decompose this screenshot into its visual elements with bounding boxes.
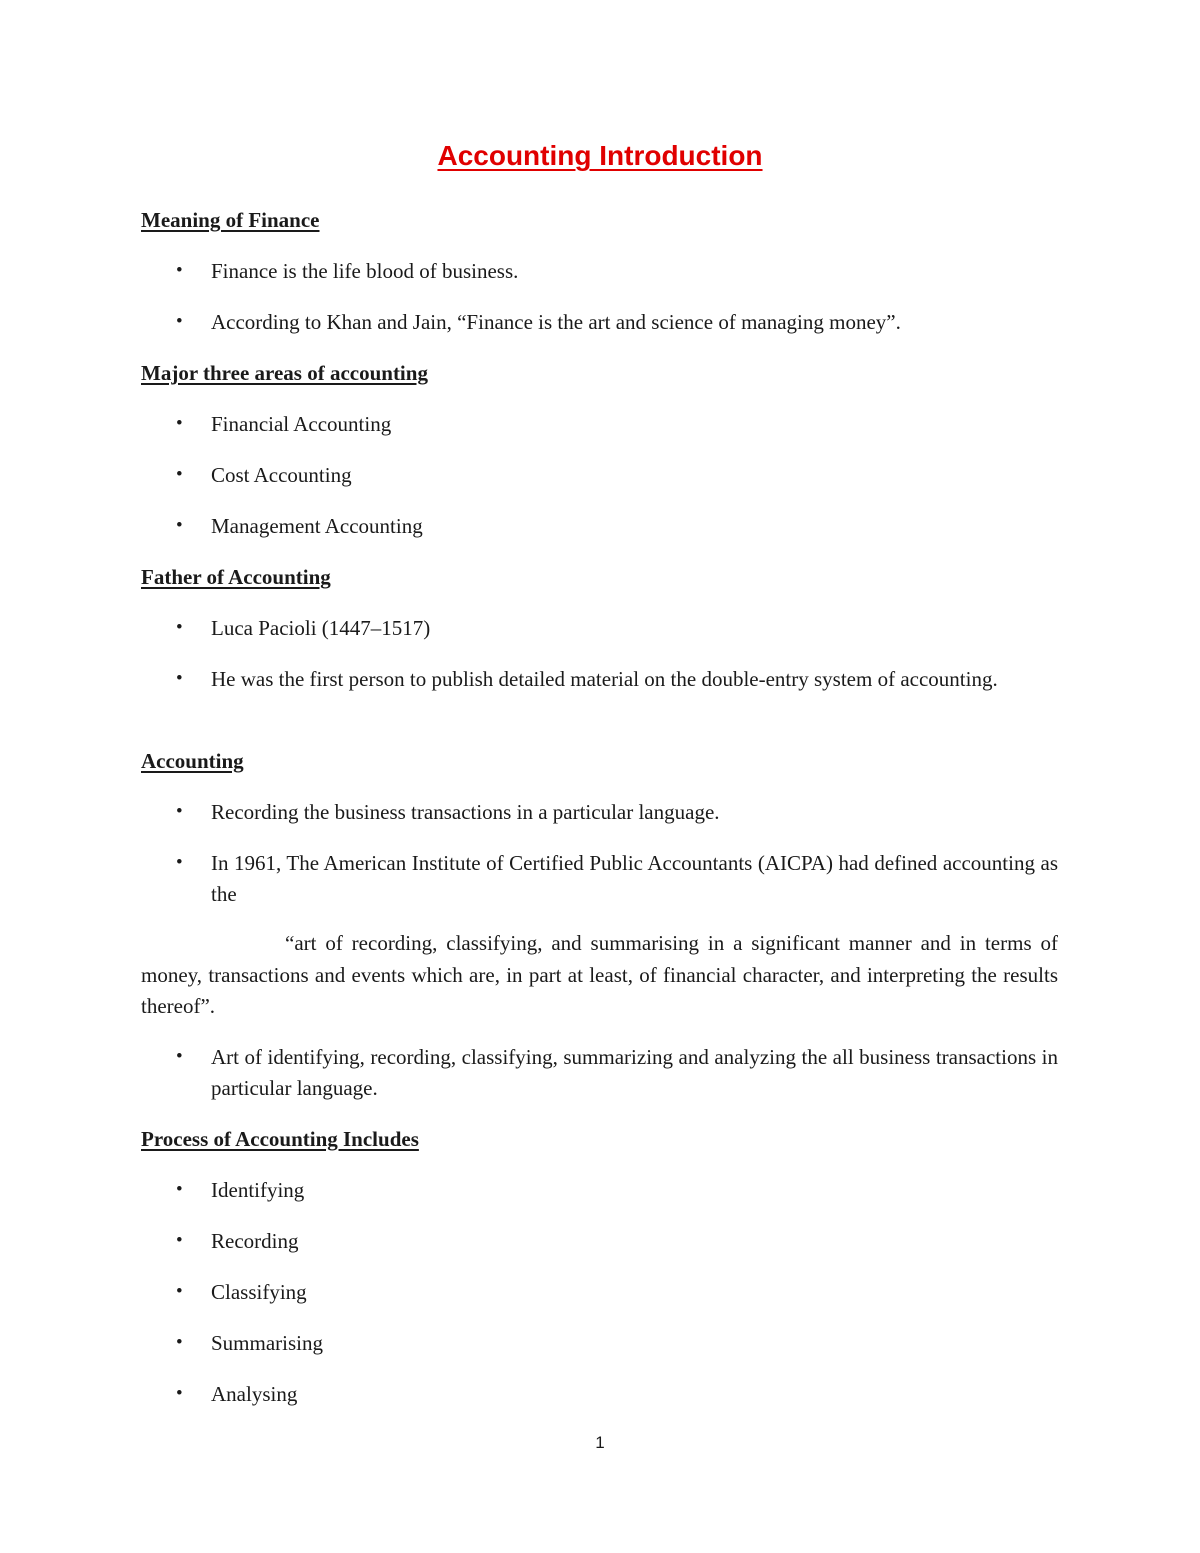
list-item-process-5: Analysing (211, 1382, 298, 1406)
list-item-father-2: He was the first person to publish detailed material on the double-entry system of accounting. (211, 667, 998, 691)
bullet-icon: • (176, 617, 183, 638)
bullet-icon: • (176, 1179, 183, 1200)
bullet-icon: • (176, 1046, 183, 1067)
section-heading-process: Process of Accounting Includes (141, 1127, 419, 1151)
list-item-accounting-1: Recording the business transactions in a particular language. (211, 800, 720, 824)
bullet-icon: • (176, 852, 183, 873)
list-item-finance-2: According to Khan and Jain, “Finance is the art and science of managing money”. (211, 310, 901, 334)
section-heading-areas: Major three areas of accounting (141, 361, 428, 385)
list-item-areas-1: Financial Accounting (211, 412, 392, 436)
bullet-icon: • (176, 1281, 183, 1302)
bullet-icon: • (176, 515, 183, 536)
bullet-icon: • (176, 668, 183, 689)
list-item-finance-1: Finance is the life blood of business. (211, 259, 519, 283)
section-heading-finance: Meaning of Finance (141, 208, 320, 232)
bullet-icon: • (176, 311, 183, 332)
list-item-process-4: Summarising (211, 1331, 324, 1355)
section-heading-father: Father of Accounting (141, 565, 331, 589)
list-item-accounting-2: In 1961, The American Institute of Certified Public Accountants (AICPA) had defined accounting as the (211, 851, 1058, 906)
bullet-icon: • (176, 260, 183, 281)
list-item-father-1: Luca Pacioli (1447–1517) (211, 616, 431, 640)
list-item-areas-3: Management Accounting (211, 514, 423, 538)
list-item-process-2: Recording (211, 1229, 299, 1253)
aicpa-definition-quote: “art of recording, classifying, and summarising in a significant manner and in terms of money, transactions and events which are, in part at least, of financial character, and interpreting the results thereof”. (141, 931, 1058, 1018)
list-item-process-3: Classifying (211, 1280, 307, 1304)
bullet-icon: • (176, 464, 183, 485)
list-item-process-1: Identifying (211, 1178, 305, 1202)
bullet-icon: • (176, 413, 183, 434)
list-item-accounting-3: Art of identifying, recording, classifying, summarizing and analyzing the all business transactions in particular language. (211, 1045, 1058, 1100)
page-number: 1 (595, 1433, 605, 1452)
bullet-icon: • (176, 1230, 183, 1251)
section-heading-accounting: Accounting (141, 749, 244, 773)
bullet-icon: • (176, 801, 183, 822)
bullet-icon: • (176, 1332, 183, 1353)
document-title: Accounting Introduction (437, 140, 763, 171)
bullet-icon: • (176, 1383, 183, 1404)
list-item-areas-2: Cost Accounting (211, 463, 352, 487)
